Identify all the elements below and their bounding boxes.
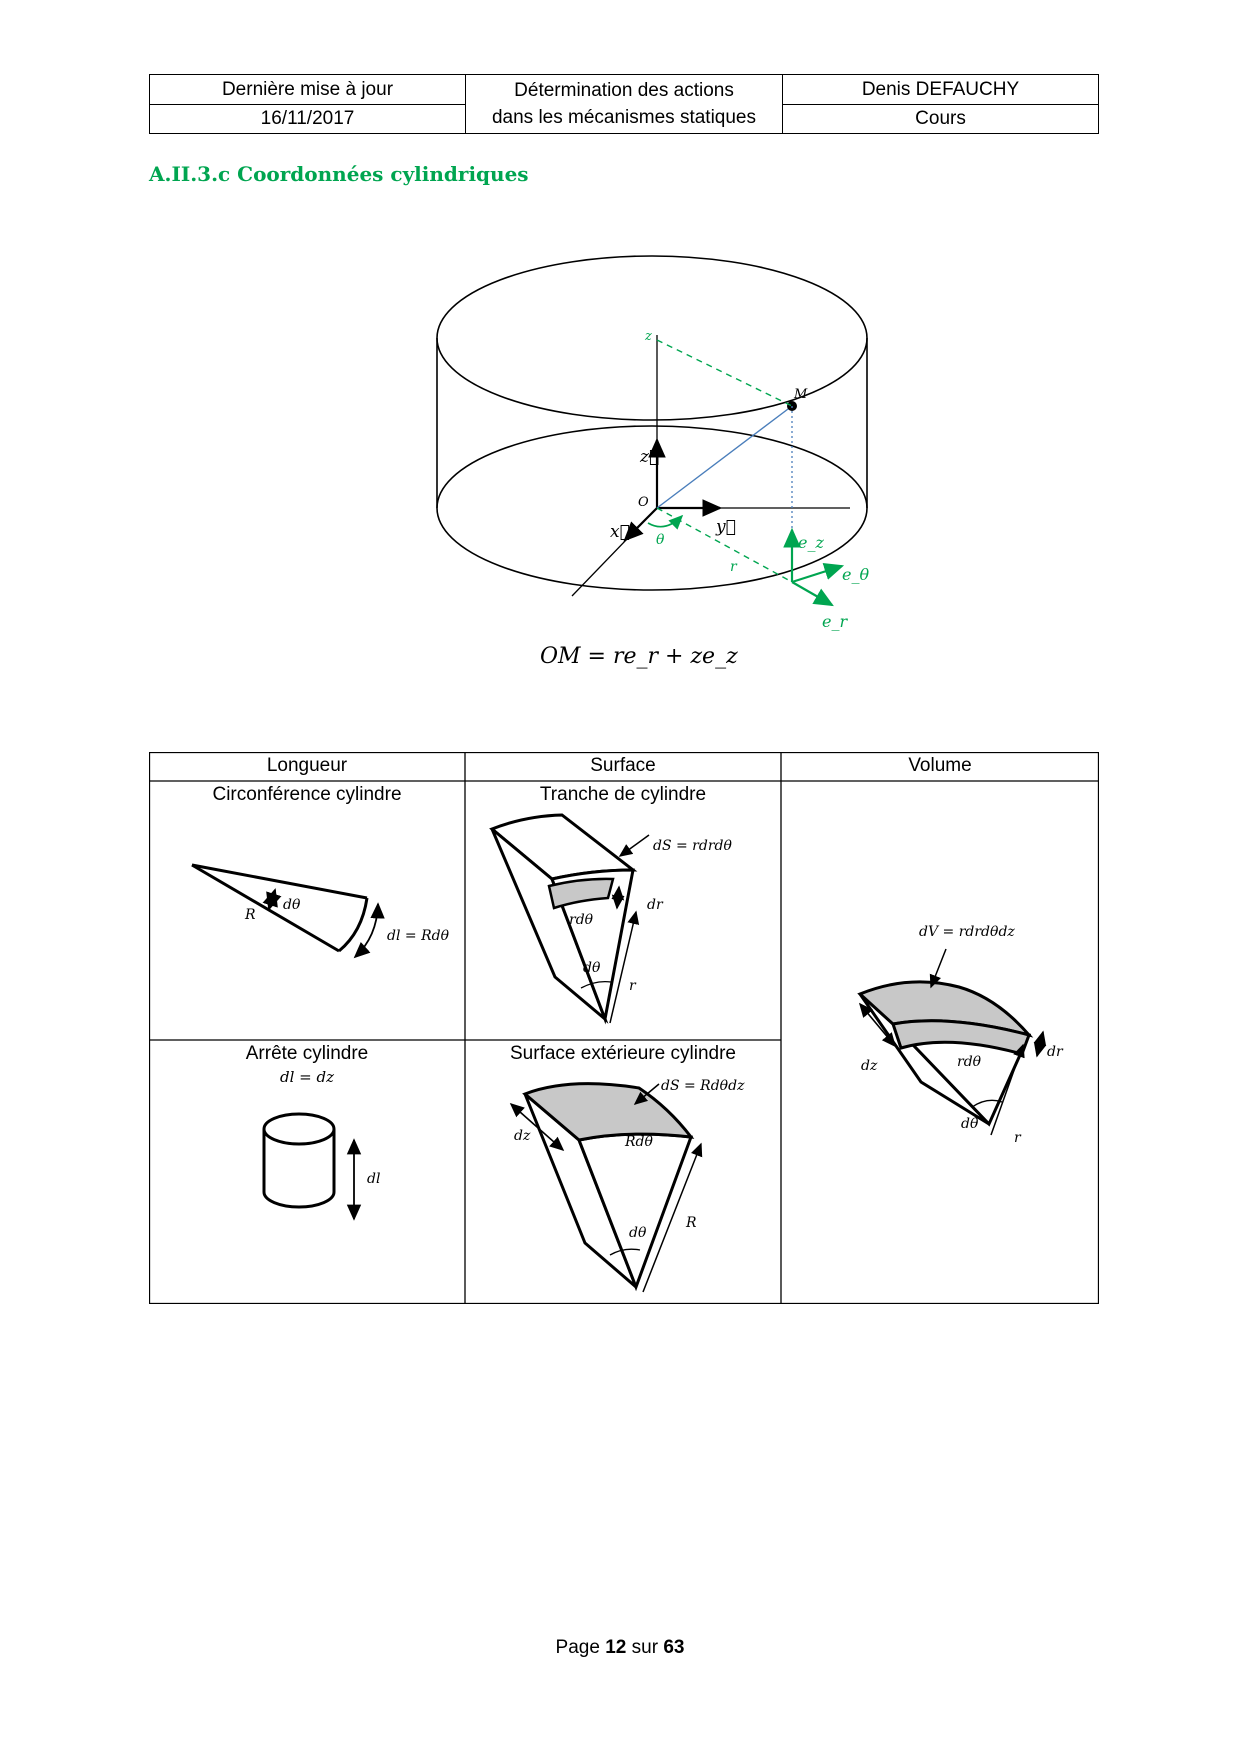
ez-label: e_z	[798, 533, 824, 552]
table-drawings	[149, 752, 1099, 1304]
circ-title: Circonférence cylindre	[212, 784, 402, 805]
x-unit-vector	[625, 508, 657, 540]
ext-dz-label: dz	[514, 1128, 531, 1144]
footer-total: 63	[663, 1637, 685, 1658]
volume-dr-label: dr	[1047, 1044, 1063, 1060]
tranche-rdtheta-label: rdθ	[569, 912, 594, 928]
tranche-drawing	[492, 815, 732, 1023]
circ-drawing	[192, 865, 450, 957]
header-longueur: Longueur	[266, 755, 348, 776]
ext-rdtheta-label: Rdθ	[625, 1134, 653, 1150]
om-vector	[657, 406, 792, 508]
circ-dl-label: dl = Rdθ	[387, 928, 450, 944]
tranche-title: Tranche de cylindre	[539, 784, 707, 805]
arrete-title: Arrête cylindre	[245, 1043, 369, 1064]
volume-dz-label: dz	[861, 1058, 878, 1074]
er-label: e_r	[822, 612, 848, 631]
volume-r-label: r	[1014, 1130, 1021, 1146]
doc-title-line1: Détermination des actions	[514, 80, 734, 101]
page-footer	[0, 1637, 1240, 1659]
m-label: M	[794, 387, 808, 402]
update-label: Dernière mise à jour	[150, 75, 466, 105]
er-vector	[792, 582, 832, 605]
x-vec-label: x⃗	[610, 522, 630, 542]
y-vec-label: y⃗	[716, 517, 736, 537]
volume-dv-label: dV = rdrdθdz	[919, 924, 1015, 940]
footer-sep: sur	[631, 1637, 659, 1658]
z-label: z	[645, 329, 652, 344]
doc-type: Cours	[783, 104, 1099, 134]
z-height-dash	[657, 340, 792, 406]
tranche-dr-label: dr	[647, 897, 663, 913]
header-surface: Surface	[590, 755, 656, 776]
volume-dtheta-label: dθ	[961, 1116, 979, 1132]
tranche-r-label: r	[629, 978, 636, 994]
theta-arc	[648, 516, 682, 527]
footer-prefix: Page	[555, 1637, 600, 1658]
header-table	[149, 74, 1099, 134]
footer-page: 12	[605, 1637, 627, 1658]
elements-table	[149, 752, 1099, 1304]
header-volume: Volume	[908, 755, 972, 776]
ext-drawing	[511, 1078, 745, 1292]
ext-title: Surface extérieure cylindre	[510, 1043, 736, 1064]
section-title: A.II.3.c Coordonnées cylindriques	[149, 162, 529, 186]
tranche-ds-label: dS = rdrdθ	[653, 838, 732, 854]
arrete-dl-label: dl	[367, 1171, 381, 1187]
author: Denis DEFAUCHY	[783, 75, 1099, 105]
theta-label: θ	[656, 532, 665, 548]
ext-ds-label: dS = Rdθdz	[661, 1078, 745, 1094]
tranche-dtheta-label: dθ	[583, 960, 601, 976]
circ-r-label: R	[245, 907, 256, 923]
volume-rdtheta-label: rdθ	[957, 1054, 982, 1070]
r-label: r	[730, 559, 737, 575]
arrete-drawing	[264, 1114, 380, 1219]
doc-title	[466, 75, 783, 134]
doc-title-line2: dans les mécanismes statiques	[491, 107, 756, 128]
o-label: O	[638, 495, 649, 510]
cylinder-figure	[420, 240, 880, 680]
arrete-formula: dl = dz	[279, 1068, 334, 1086]
volume-drawing	[860, 924, 1064, 1146]
ext-dtheta-label: dθ	[629, 1225, 647, 1241]
om-formula: OM = re_r + ze_z	[540, 644, 738, 669]
etheta-label: e_θ	[842, 565, 870, 584]
update-date: 16/11/2017	[150, 104, 466, 134]
ext-r-label: R	[686, 1215, 697, 1231]
z-vec-label: z⃗	[640, 447, 660, 467]
circ-dtheta-label: dθ	[283, 897, 301, 913]
